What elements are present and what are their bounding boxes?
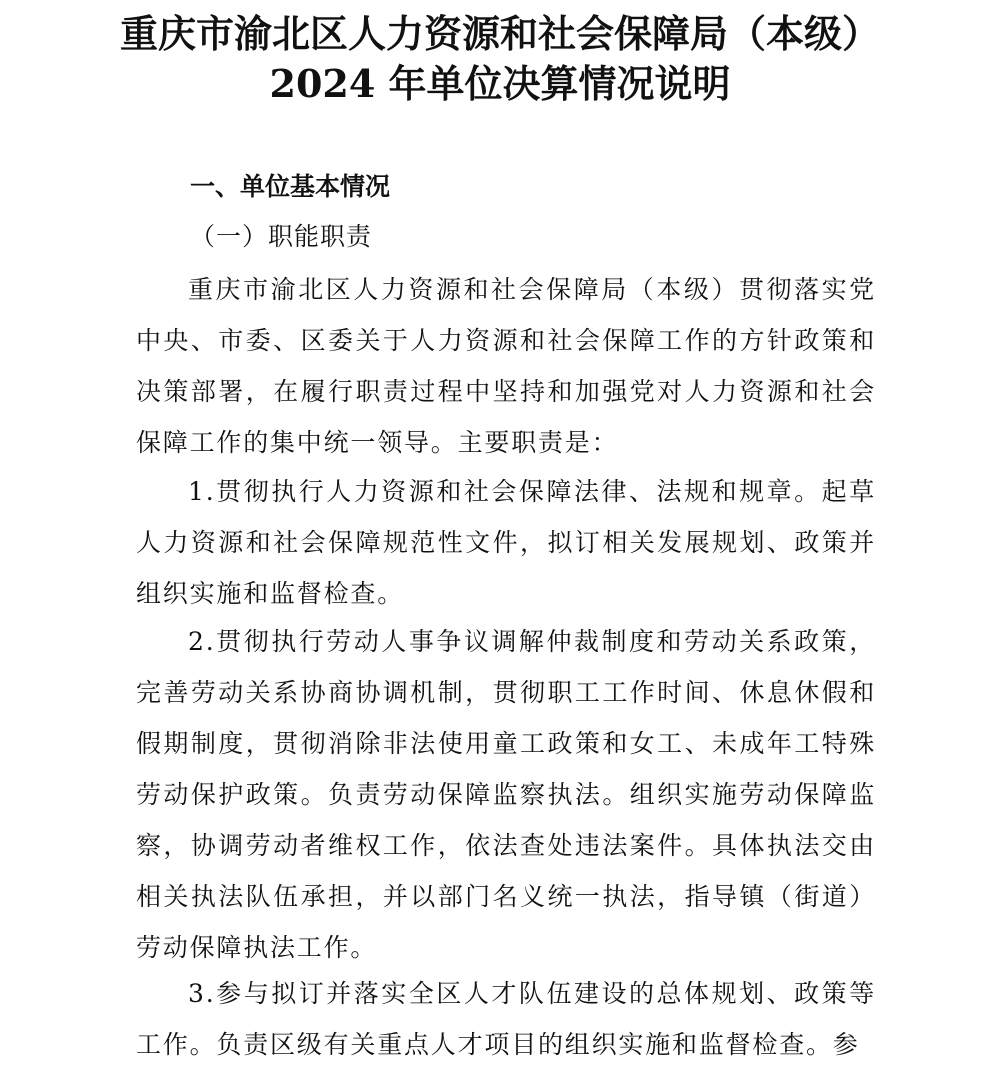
paragraph-intro: 重庆市渝北区人力资源和社会保障局（本级）贯彻落实党中央、市委、区委关于人力资源和社会保障工作的方针政策和决策部署，在履行职责过程中坚持和加强党对人力资源和社会保障工作的集中统一领导。主要职责是： xyxy=(136,275,876,457)
paragraph-duty-1: 1.贯彻执行人力资源和社会保障法律、法规和规章。起草人力资源和社会保障规范性文件，拟订相关发展规划、政策并组织实施和监督检查。 xyxy=(136,477,876,608)
subsection-heading-functions: （一）职能职责 xyxy=(190,222,373,251)
section-heading-basic-info: 一、单位基本情况 xyxy=(190,172,391,201)
paragraph-duty-2: 2.贯彻执行劳动人事争议调解仲裁制度和劳动关系政策，完善劳动关系协商协调机制，贯彻职工工作时间、休息休假和假期制度，贯彻消除非法使用童工政策和女工、未成年工特殊劳动保护政策。负责劳动保障监察执法。组织实施劳动保障监察，协调劳动者维权工作，依法查处违法案件。具体执法交由相关执法队伍承担，并以部门名义统一执法，指导镇（街道）劳动保障执法工作。 xyxy=(136,627,876,962)
paragraph-duty-3: 3.参与拟订并落实全区人才队伍建设的总体规划、政策等工作。负责区级有关重点人才项目的组织实施和监督检查。参 xyxy=(136,979,876,1059)
document-title-line-1: 重庆市渝北区人力资源和社会保障局（本级） xyxy=(119,11,880,56)
document-title-line-2: 2024 年单位决算情况说明 xyxy=(269,61,731,106)
